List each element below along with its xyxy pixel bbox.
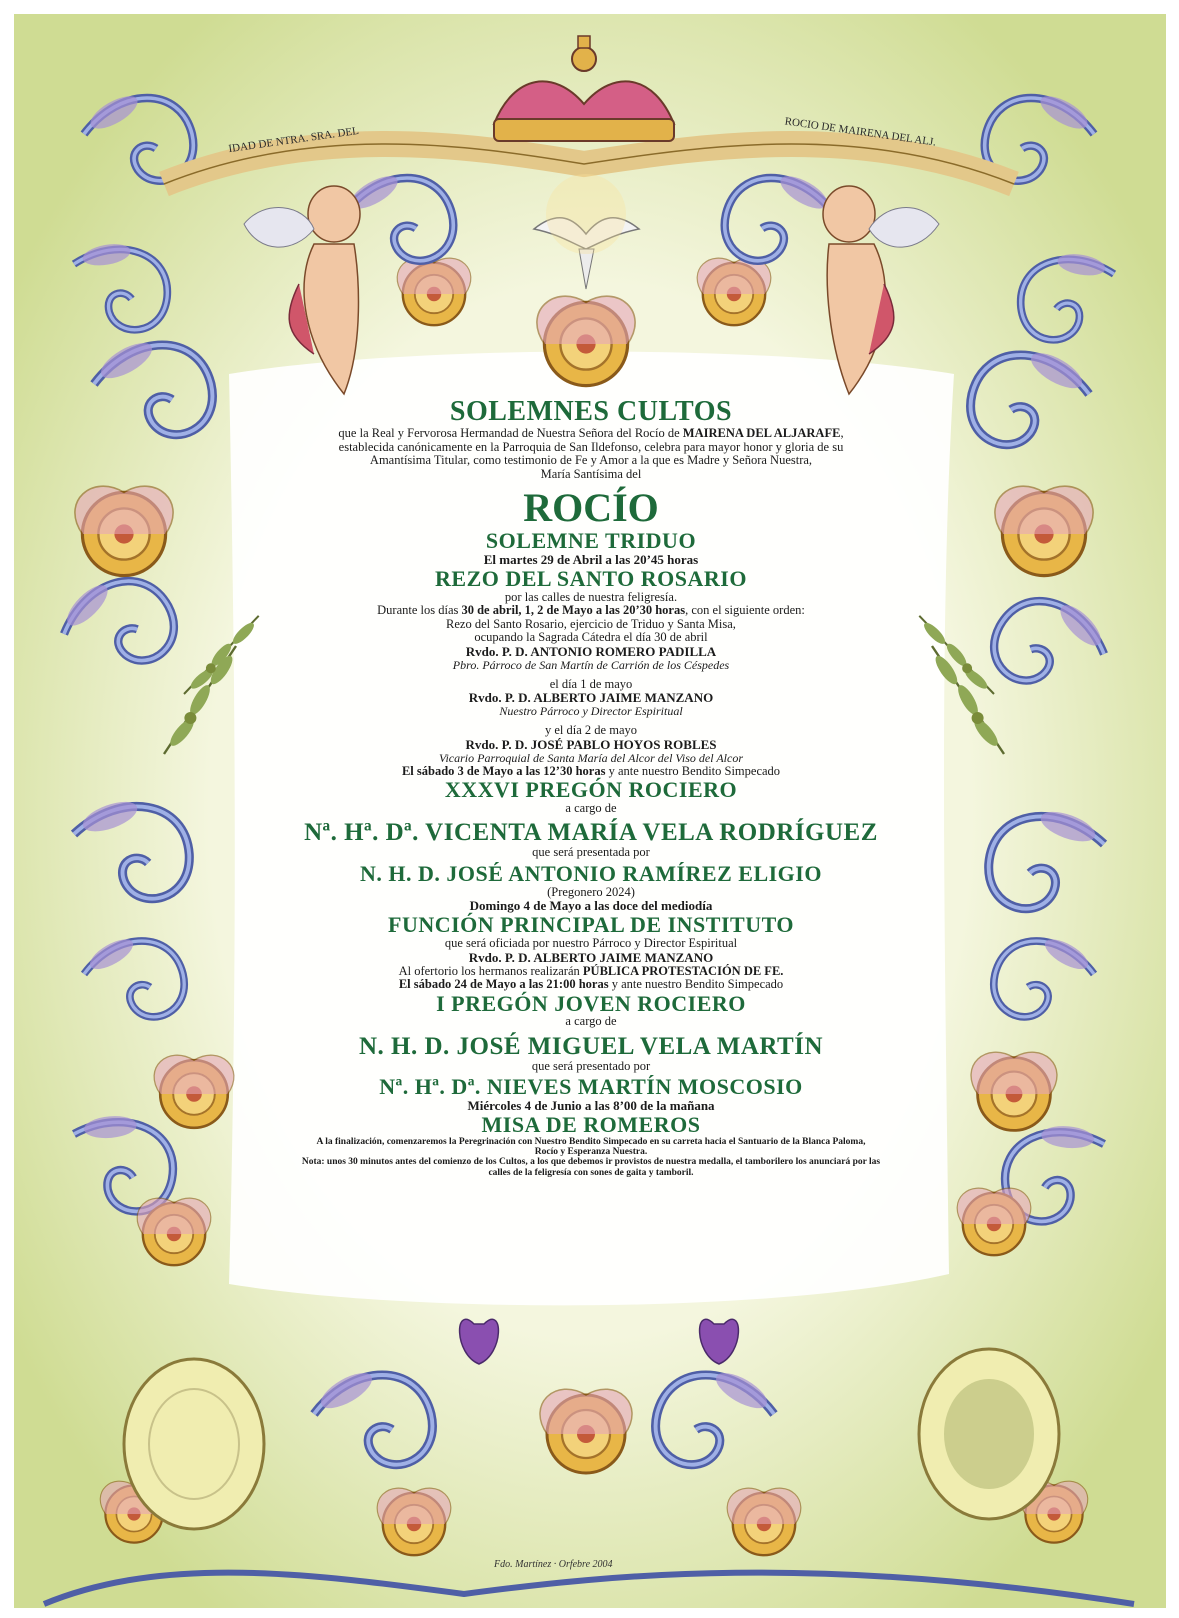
poster-body: [254, 397, 928, 1178]
artist-signature: Fdo. Martínez · Orfebre 2004: [494, 1559, 613, 1570]
pregon-presenter: N. H. D. JOSÉ ANTONIO RAMÍREZ ELIGIO: [360, 860, 822, 886]
triduo-catedra: ocupando la Sagrada Cátedra el día 30 de abril: [474, 630, 708, 645]
misa-note-2: Rocío y Esperanza Nuestra.: [534, 1147, 648, 1158]
funcion-ofertorio: Al ofertorio los hermanos realizarán PÚBLICA PROTESTACIÓN DE FE.: [398, 963, 784, 978]
misa-note-3: Nota: unos 30 minutos antes del comienzo de los Cultos, a los que debemos ir provistos de nuestra medalla, el tamborilero los anunciará por las: [301, 1157, 881, 1168]
poster: [14, 14, 1166, 1608]
preacher-3-role: Vicario Parroquial de Santa María del Alcor del Viso del Alcor: [439, 750, 743, 765]
misa-note-4: calles de la feligresía con sones de gaita y tamboril.: [488, 1167, 694, 1178]
preacher-1: Rvdo. P. D. ANTONIO ROMERO PADILLA: [465, 643, 717, 659]
misa-note-1: A la finalización, comenzaremos la Peregrinación con Nuestro Bendito Simpecado en su carreta hacia el Santuario de la Blanca Paloma,: [316, 1136, 866, 1147]
header-title: SOLEMNES CULTOS: [449, 396, 733, 427]
pregon-joven-date: El sábado 24 de Mayo a las 21:00 horas y ante nuestro Bendito Simpecado: [398, 977, 784, 992]
misa-title: MISA DE ROMEROS: [481, 1112, 701, 1138]
pregon-presented: que será presentada por: [532, 845, 650, 860]
intro-line-4: María Santísima del: [540, 466, 642, 481]
intro-line-2: establecida canónicamente en la Parroquia de San Ildefonso, celebra para mayor honor y gloria de su: [338, 439, 844, 454]
main-title: ROCÍO: [523, 485, 659, 531]
intro-line-3: Amantísima Titular, como testimonio de Fe y Amor a la que es Madre y Señora Nuestra,: [369, 453, 813, 468]
funcion-date: Domingo 4 de Mayo a las doce del mediodía: [469, 898, 713, 914]
banner-text-right: ROCIO DE MAIRENA DEL ALJ.: [783, 115, 937, 149]
preacher-1-role: Pbro. Párroco de San Martín de Carrión de los Céspedes: [452, 657, 730, 672]
triduo-days: Durante los días 30 de abril, 1, 2 de Mayo a las 20’30 horas, con el siguiente orden:: [377, 603, 805, 618]
day-3: y el día 2 de mayo: [545, 723, 637, 738]
triduo-title: SOLEMNE TRIDUO: [485, 528, 697, 554]
preacher-3: Rvdo. P. D. JOSÉ PABLO HOYOS ROBLES: [465, 736, 717, 752]
pregon-title: XXXVI PREGÓN ROCIERO: [444, 777, 738, 803]
preacher-2: Rvdo. P. D. ALBERTO JAIME MANZANO: [468, 690, 714, 706]
pregon-a-cargo: a cargo de: [565, 800, 617, 815]
pregon-joven-title: I PREGÓN JOVEN ROCIERO: [436, 990, 746, 1016]
pregon-date: El sábado 3 de Mayo a las 12’30 horas y ante nuestro Bendito Simpecado: [401, 763, 781, 778]
pregon-joven-presenter: Nª. Hª. Dª. NIEVES MARTÍN MOSCOSIO: [379, 1074, 803, 1100]
pregon-speaker: Nª. Hª. Dª. VICENTA MARÍA VELA RODRÍGUEZ: [304, 819, 878, 847]
rosario-sub: por las calles de nuestra feligresía.: [504, 589, 678, 604]
preacher-2-role: Nuestro Párroco y Director Espiritual: [499, 704, 683, 719]
day-2: el día 1 de mayo: [549, 676, 633, 691]
triduo-date: El martes 29 de Abril a las 20’45 horas: [483, 551, 699, 567]
pregon-joven-speaker: N. H. D. JOSÉ MIGUEL VELA MARTÍN: [358, 1032, 824, 1060]
triduo-order: Rezo del Santo Rosario, ejercicio de Triduo y Santa Misa,: [446, 616, 736, 631]
funcion-priest: Rvdo. P. D. ALBERTO JAIME MANZANO: [468, 949, 714, 965]
rosario-title: REZO DEL SANTO ROSARIO: [435, 566, 747, 592]
pregon-joven-presented: que será presentado por: [531, 1058, 651, 1073]
misa-date: Miércoles 4 de Junio a las 8’00 de la mañana: [467, 1098, 715, 1114]
pregon-presenter-note: (Pregonero 2024): [547, 884, 635, 899]
funcion-officiated: que será oficiada por nuestro Párroco y Director Espiritual: [444, 936, 738, 950]
intro-line-1: que la Real y Fervorosa Hermandad de Nuestra Señora del Rocío de MAIRENA DEL ALJARAFE,: [338, 426, 844, 441]
banner-text-left: IDAD DE NTRA. SRA. DEL: [227, 124, 360, 156]
funcion-title: FUNCIÓN PRINCIPAL DE INSTITUTO: [388, 912, 794, 938]
pregon-joven-a-cargo: a cargo de: [565, 1014, 617, 1029]
